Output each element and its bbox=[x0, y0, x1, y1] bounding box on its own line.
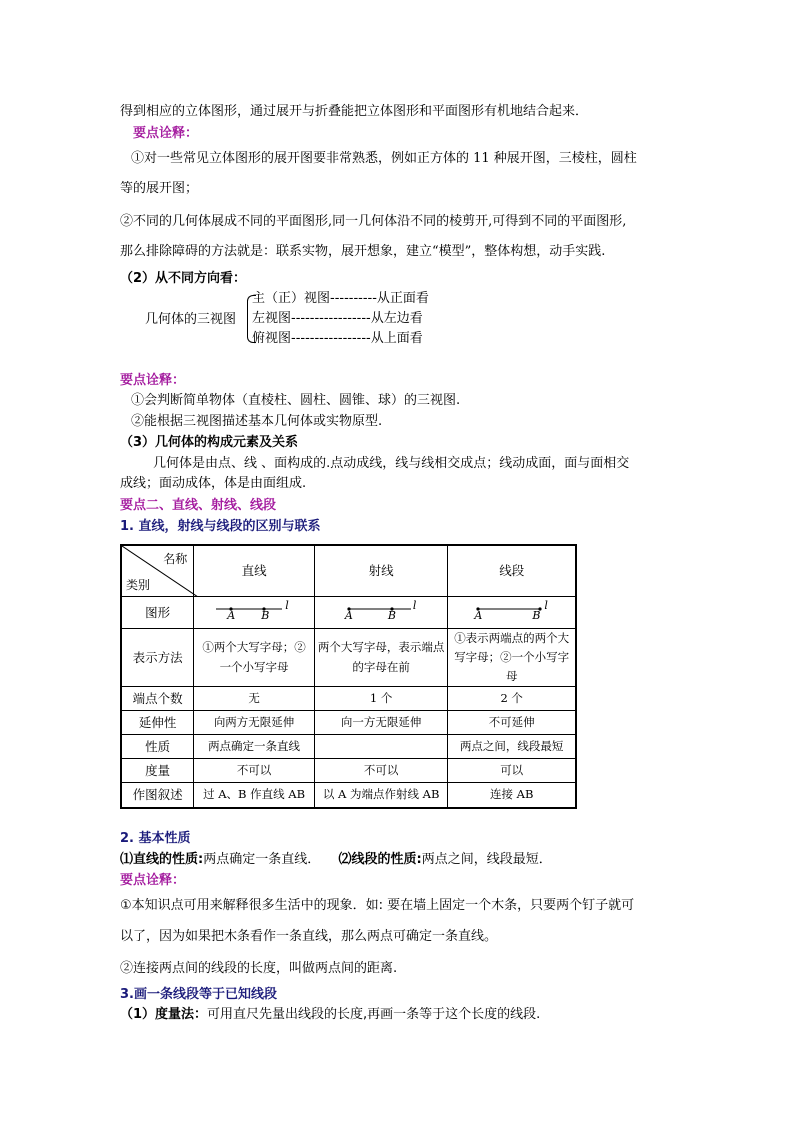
elements-line-2: 成线；面动成体，体是由面组成. bbox=[120, 476, 307, 491]
basic-note-2: ②连接两点间的线段的长度，叫做两点间的距离. bbox=[120, 961, 398, 976]
measure-ray: 不可以 bbox=[314, 758, 447, 782]
property-line: 两点确定一条直线 bbox=[194, 734, 315, 758]
endpoints-line: 无 bbox=[194, 686, 315, 710]
draw-seg-title: 3.画一条线段等于已知线段 bbox=[120, 987, 277, 1002]
property-ray bbox=[314, 734, 447, 758]
note-title-2: 要点诠释： bbox=[120, 373, 186, 388]
row-label-repr: 表示方法 bbox=[121, 628, 194, 686]
basic-note-1b: 以了，因为如果把木条看作一条直线，那么两点可确定一条直线。 bbox=[120, 929, 498, 944]
note-1b: 等的展开图； bbox=[120, 181, 199, 196]
basic-note-1a: ①本知识点可用来解释很多生活中的现象．如: 要在墙上固定一个木条，只要两个钉子就可 bbox=[120, 898, 635, 913]
corner-bottom: 类别 bbox=[126, 577, 151, 592]
row-label-property: 性质 bbox=[121, 734, 194, 758]
table-corner bbox=[121, 545, 194, 596]
row-label-draw: 作图叙述 bbox=[121, 782, 194, 808]
extend-segment: 不可延伸 bbox=[448, 710, 576, 734]
endpoints-segment: 2 个 bbox=[448, 686, 576, 710]
view-top: 俯视图-----------------从上面看 bbox=[252, 331, 423, 346]
draw-line: 过 A、B 作直线 AB bbox=[194, 782, 315, 808]
header-line: 直线 bbox=[194, 545, 315, 596]
row-label-figure: 图形 bbox=[121, 596, 194, 628]
draw-ray: 以 A 为端点作射线 AB bbox=[314, 782, 447, 808]
note-1a: ①对一些常见立体图形的展开图要非常熟悉，例如正方体的 11 种展开图，三棱柱，圆柱 bbox=[131, 151, 637, 166]
section2-title: 要点二、直线、射线、线段 bbox=[120, 498, 277, 513]
basic-properties-line: ⑴直线的性质:两点确定一条直线． ⑵线段的性质:两点之间，线段最短． bbox=[120, 852, 552, 867]
draw-segment: 连接 AB bbox=[448, 782, 576, 808]
extend-line: 向两方无限延伸 bbox=[194, 710, 315, 734]
note-2b: 那么排除障碍的方法就是：联系实物，展开想象，建立“模型”，整体构想，动手实践. bbox=[120, 244, 606, 259]
comparison-table bbox=[120, 544, 577, 809]
row-label-extend: 延伸性 bbox=[121, 710, 194, 734]
extend-ray: 向一方无限延伸 bbox=[314, 710, 447, 734]
measure-line: 不可以 bbox=[194, 758, 315, 782]
three-views-label: 几何体的三视图 bbox=[145, 312, 237, 327]
figure-ray: A B l bbox=[314, 596, 447, 628]
measure-method-line: （1）度量法：可用直尺先量出线段的长度,再画一条等于这个长度的线段. bbox=[120, 1007, 541, 1022]
corner-top: 名称 bbox=[163, 552, 188, 566]
section2-sub1: 1. 直线，射线与线段的区别与联系 bbox=[120, 519, 321, 534]
row-label-measure: 度量 bbox=[121, 758, 194, 782]
row-label-endpoints: 端点个数 bbox=[121, 686, 194, 710]
note-title-1: 要点诠释： bbox=[133, 126, 199, 141]
intro-line: 得到相应的立体图形，通过展开与折叠能把立体图形和平面图形有机地结合起来． bbox=[120, 104, 589, 119]
note-title-3: 要点诠释： bbox=[120, 873, 186, 888]
repr-ray: 两个大写字母，表示端点的字母在前 bbox=[314, 628, 447, 686]
property-segment: 两点之间，线段最短 bbox=[448, 734, 576, 758]
elements-heading: （3）几何体的构成元素及关系 bbox=[120, 435, 299, 450]
repr-segment: ①表示两端点的两个大写字母；②一个小写字母 bbox=[448, 628, 576, 686]
figure-line: A B l bbox=[194, 596, 315, 628]
repr-line: ①两个大写字母；②一个小写字母 bbox=[194, 628, 315, 686]
view-front: 主（正）视图----------从正面看 bbox=[252, 291, 429, 306]
view-left: 左视图-----------------从左边看 bbox=[252, 311, 423, 326]
views-heading: （2）从不同方向看： bbox=[120, 271, 247, 286]
measure-segment: 可以 bbox=[448, 758, 576, 782]
basic-title: 2. 基本性质 bbox=[120, 831, 191, 846]
elements-line-1: 几何体是由点、线 、面构成的.点动成线，线与线相交成点；线动成面，面与面相交 bbox=[153, 456, 630, 471]
endpoints-ray: 1 个 bbox=[314, 686, 447, 710]
views-note-2: ②能根据三视图描述基本几何体或实物原型. bbox=[131, 414, 383, 429]
header-ray: 射线 bbox=[314, 545, 447, 596]
views-note-1: ①会判断简单物体（直棱柱、圆柱、圆锥、球）的三视图. bbox=[131, 393, 461, 408]
note-2a: ②不同的几何体展成不同的平面图形,同一几何体沿不同的棱剪开,可得到不同的平面图形, bbox=[120, 214, 627, 229]
figure-segment: A B l bbox=[448, 596, 576, 628]
header-segment: 线段 bbox=[448, 545, 576, 596]
